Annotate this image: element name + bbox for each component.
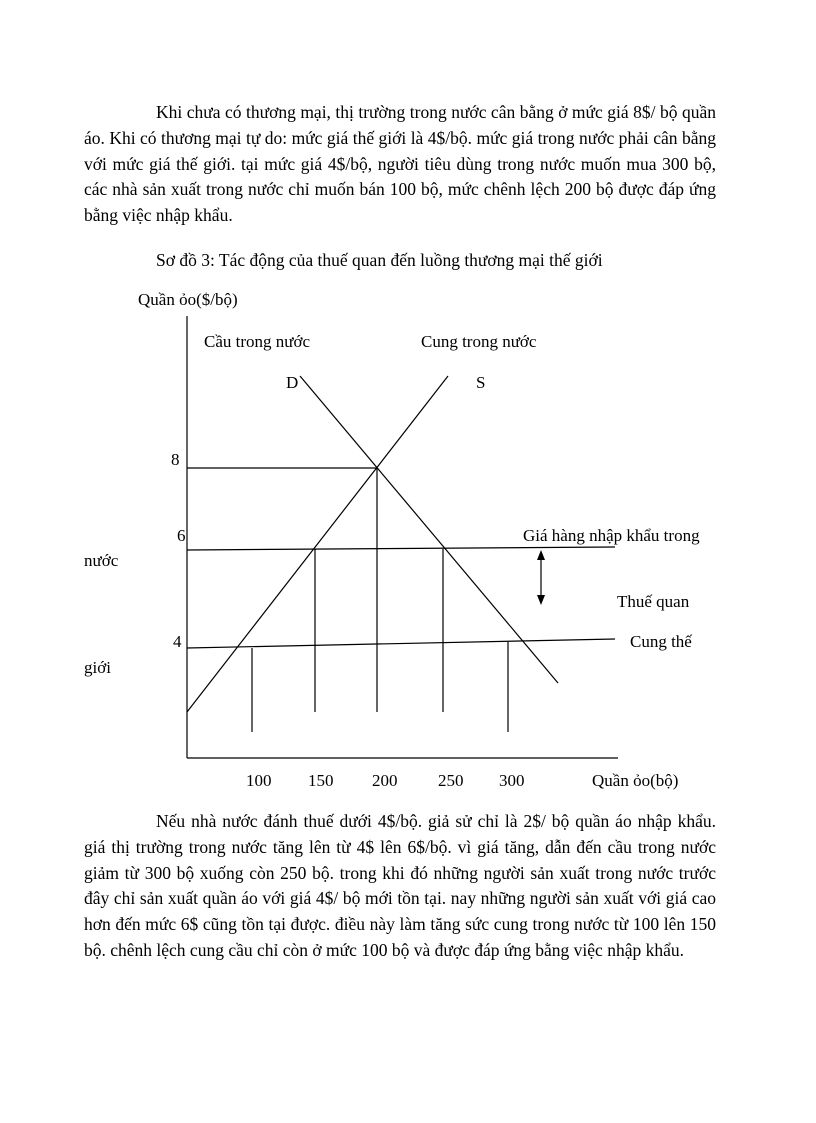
demand-curve: [300, 376, 558, 683]
y-axis-label: Quần ỏo($/bộ): [138, 290, 238, 309]
world-supply-label: Cung thế: [630, 632, 692, 651]
quantity-tick-300: 300: [499, 771, 525, 790]
tariff-arrow: [537, 550, 545, 605]
demand-letter: D: [286, 373, 299, 392]
paragraph-tariff-text: Nếu nhà nước đánh thuế dưới 4$/bộ. giả sử chỉ là 2$/ bộ quần áo nhập khẩu. giá thị trường trong nước tăng lên từ 4$ lên 6$/bộ. vì giá tăng, dẫn đến cầu trong nước giảm từ 300 bộ xuống còn 250 bộ. trong khi đó những người sản xuất trong nước trước đây chỉ sản xuất quần áo với giá 4$/ bộ mới tồn tại. nay những người sản xuất với giá cao hơn đến mức 6$ cũng tồn tại được. điều này làm tăng sức cung trong nước từ 100 lên 150 bộ. chênh lệch cung cầu chỉ còn ở mức 100 bộ và được đáp ứng bằng việc nhập khẩu.: [84, 811, 716, 960]
supply-label: Cung trong nước: [421, 332, 537, 351]
demand-label: Cầu trong nước: [204, 332, 311, 351]
world-supply-line: [187, 639, 615, 648]
price-tick-8: 8: [171, 450, 180, 469]
quantity-tick-250: 250: [438, 771, 464, 790]
quantity-tick-200: 200: [372, 771, 398, 790]
tariff-label: Thuế quan: [617, 592, 690, 611]
price-tick-4: 4: [173, 632, 182, 651]
paragraph-tariff: [84, 809, 716, 964]
world-supply-label-cont: giới: [84, 658, 111, 677]
import-price-line: [187, 547, 615, 550]
x-axis-label: Quần ỏo(bộ): [592, 771, 679, 790]
quantity-tick-100: 100: [246, 771, 272, 790]
import-price-label: Giá hàng nhập khẩu trong: [523, 526, 700, 545]
paragraph-intro-text: Khi chưa có thương mại, thị trường trong nước cân bằng ở mức giá 8$/ bộ quần áo. Khi có thương mại tự do: mức giá thế giới là 4$/bộ. mức giá trong nước phải cân bằng với mức giá thế giới. tại mức giá 4$/bộ, người tiêu dùng trong nước muốn mua 300 bộ, các nhà sản xuất trong nước chỉ muốn bán 100 bộ, mức chênh lệch 200 bộ được đáp ứng bằng việc nhập khẩu.: [84, 102, 716, 226]
price-tick-6: 6: [177, 526, 186, 545]
figure-caption: Sơ đồ 3: Tác động của thuế quan đến luồng thương mại thế giới: [156, 250, 603, 270]
supply-curve: [187, 376, 448, 712]
quantity-tick-150: 150: [308, 771, 334, 790]
supply-letter: S: [476, 373, 486, 392]
import-price-label-cont: nước: [84, 551, 119, 570]
